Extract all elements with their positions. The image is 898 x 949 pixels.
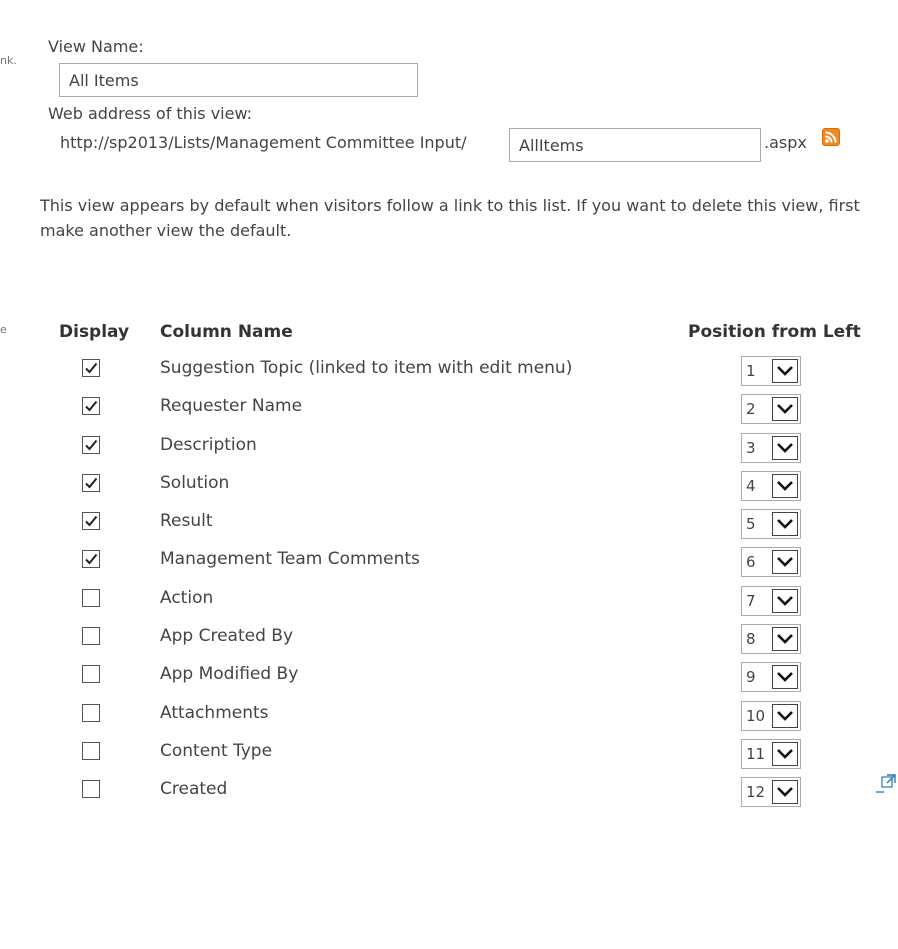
position-select[interactable]	[741, 509, 801, 539]
column-name: Created	[160, 779, 228, 800]
checkmark-icon	[84, 476, 98, 490]
column-row	[0, 736, 898, 774]
column-name: Suggestion Topic (linked to item with edit menu)	[160, 358, 573, 378]
cut-off-section-fragment: e	[0, 323, 7, 336]
display-checkbox-unchecked[interactable]	[82, 665, 100, 683]
column-row	[0, 506, 898, 544]
checkmark-icon	[84, 438, 98, 452]
column-name: Requester Name	[160, 396, 303, 417]
column-row	[0, 583, 898, 621]
chevron-down-icon[interactable]	[772, 742, 798, 766]
web-address-url-prefix: http://sp2013/Lists/Management Committee Input/	[60, 133, 467, 152]
web-address-input[interactable]	[509, 128, 761, 162]
position-value: 8	[746, 630, 756, 649]
position-value: 3	[746, 438, 756, 457]
display-checkbox-checked[interactable]	[82, 474, 100, 492]
checkmark-icon	[84, 514, 98, 528]
column-row	[0, 544, 898, 582]
chevron-down-icon[interactable]	[772, 359, 798, 383]
chevron-down-icon[interactable]	[772, 436, 798, 460]
display-checkbox-checked[interactable]	[82, 436, 100, 454]
chevron-down-icon[interactable]	[772, 780, 798, 804]
display-checkbox-unchecked[interactable]	[82, 627, 100, 645]
position-select[interactable]	[741, 356, 801, 386]
chevron-down-icon[interactable]	[772, 589, 798, 613]
checkmark-icon	[84, 361, 98, 375]
position-value: 7	[746, 591, 756, 610]
chevron-down-icon[interactable]	[772, 397, 798, 421]
position-value: 12	[746, 783, 766, 802]
display-checkbox-unchecked[interactable]	[82, 704, 100, 722]
position-value: 9	[746, 668, 756, 687]
display-checkbox-unchecked[interactable]	[82, 780, 100, 798]
column-name: App Modified By	[160, 664, 299, 685]
column-row	[0, 621, 898, 659]
checkmark-icon	[84, 399, 98, 413]
display-checkbox-checked[interactable]	[82, 512, 100, 530]
position-select[interactable]	[741, 662, 801, 692]
column-name: Content Type	[160, 740, 273, 761]
position-value: 6	[746, 553, 756, 572]
checkmark-icon	[84, 552, 98, 566]
column-row	[0, 391, 898, 429]
column-row	[0, 698, 898, 736]
column-row	[0, 468, 898, 506]
columns-table-body	[0, 353, 898, 802]
position-select[interactable]	[741, 777, 801, 807]
position-value: 10	[746, 706, 766, 725]
position-select[interactable]	[741, 547, 801, 577]
chevron-down-icon[interactable]	[772, 512, 798, 536]
chevron-down-icon[interactable]	[772, 474, 798, 498]
web-address-suffix: .aspx	[764, 133, 807, 152]
position-select[interactable]	[741, 624, 801, 654]
rss-feed-icon[interactable]	[822, 128, 840, 146]
column-name: Result	[160, 511, 213, 532]
display-checkbox-unchecked[interactable]	[82, 589, 100, 607]
position-select[interactable]	[741, 586, 801, 616]
web-address-label: Web address of this view:	[48, 104, 253, 123]
column-name: Solution	[160, 472, 230, 493]
column-row	[0, 774, 898, 812]
cut-off-description-fragment: nk.	[0, 54, 17, 67]
position-value: 5	[746, 515, 756, 534]
column-name: Management Team Comments	[160, 549, 420, 570]
position-select[interactable]	[741, 739, 801, 769]
popout-icon[interactable]	[874, 772, 898, 794]
chevron-down-icon[interactable]	[772, 665, 798, 689]
position-from-left-header: Position from Left	[688, 322, 861, 342]
column-name: Action	[160, 587, 214, 608]
view-name-input[interactable]	[59, 63, 418, 97]
display-checkbox-unchecked[interactable]	[82, 742, 100, 760]
column-row	[0, 430, 898, 468]
position-select[interactable]	[741, 433, 801, 463]
position-value: 2	[746, 400, 756, 419]
position-value: 1	[746, 362, 756, 380]
view-name-label: View Name:	[48, 37, 144, 56]
chevron-down-icon[interactable]	[772, 550, 798, 574]
column-name: Description	[160, 434, 257, 455]
column-name-header: Column Name	[160, 322, 293, 342]
display-column-header: Display	[59, 322, 130, 342]
position-select[interactable]	[741, 701, 801, 731]
display-checkbox-checked[interactable]	[82, 397, 100, 415]
chevron-down-icon[interactable]	[772, 627, 798, 651]
column-row	[0, 353, 898, 391]
position-value: 4	[746, 476, 756, 495]
position-value: 11	[746, 744, 766, 763]
position-select[interactable]	[741, 394, 801, 424]
column-row	[0, 659, 898, 697]
chevron-down-icon[interactable]	[772, 704, 798, 728]
position-select[interactable]	[741, 471, 801, 501]
column-name: Attachments	[160, 702, 269, 723]
default-view-note: This view appears by default when visitors follow a link to this list. If you want to delete this view, first make another view the default.	[40, 196, 860, 240]
display-checkbox-checked[interactable]	[82, 359, 100, 377]
column-name: App Created By	[160, 626, 294, 647]
display-checkbox-checked[interactable]	[82, 550, 100, 568]
